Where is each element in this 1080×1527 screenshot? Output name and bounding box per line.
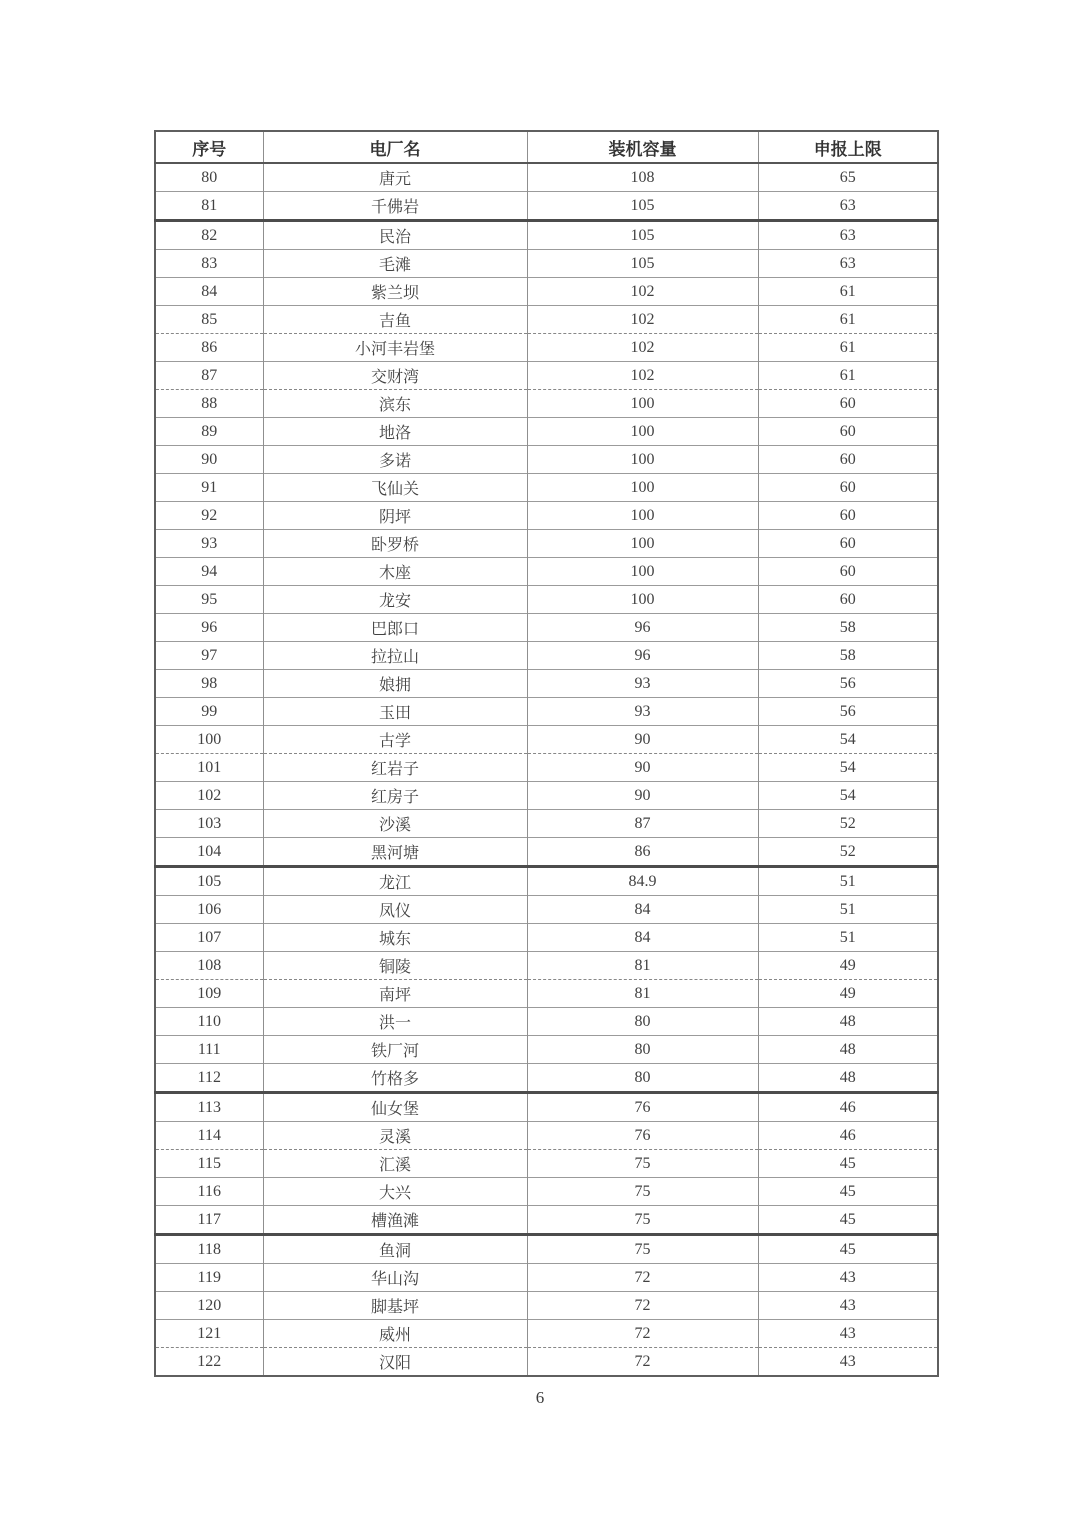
cell-seq: 93: [155, 530, 263, 558]
cell-seq: 116: [155, 1178, 263, 1206]
cell-declaration-limit: 56: [758, 698, 938, 726]
cell-installed-capacity: 90: [527, 782, 758, 810]
cell-declaration-limit: 49: [758, 952, 938, 980]
cell-seq: 112: [155, 1064, 263, 1093]
cell-seq: 96: [155, 614, 263, 642]
cell-installed-capacity: 81: [527, 980, 758, 1008]
cell-declaration-limit: 43: [758, 1320, 938, 1348]
table-row: [155, 418, 938, 446]
cell-installed-capacity: 72: [527, 1264, 758, 1292]
cell-declaration-limit: 43: [758, 1264, 938, 1292]
cell-seq: 103: [155, 810, 263, 838]
cell-declaration-limit: 60: [758, 502, 938, 530]
cell-plant-name: 洪一: [263, 1008, 527, 1036]
cell-installed-capacity: 87: [527, 810, 758, 838]
cell-seq: 114: [155, 1122, 263, 1150]
header-seq: 序号: [155, 131, 263, 163]
table-row: [155, 1178, 938, 1206]
cell-declaration-limit: 60: [758, 530, 938, 558]
cell-plant-name: 拉拉山: [263, 642, 527, 670]
cell-seq: 100: [155, 726, 263, 754]
cell-installed-capacity: 105: [527, 250, 758, 278]
table-row: [155, 192, 938, 221]
power-plant-table: [154, 130, 939, 1377]
cell-declaration-limit: 51: [758, 924, 938, 952]
cell-declaration-limit: 51: [758, 896, 938, 924]
cell-seq: 101: [155, 754, 263, 782]
table-row: [155, 726, 938, 754]
cell-declaration-limit: 61: [758, 278, 938, 306]
cell-plant-name: 滨东: [263, 390, 527, 418]
cell-seq: 85: [155, 306, 263, 334]
cell-installed-capacity: 90: [527, 726, 758, 754]
cell-seq: 106: [155, 896, 263, 924]
table-row: [155, 754, 938, 782]
cell-installed-capacity: 76: [527, 1093, 758, 1122]
cell-declaration-limit: 60: [758, 446, 938, 474]
cell-installed-capacity: 100: [527, 390, 758, 418]
cell-plant-name: 阴坪: [263, 502, 527, 530]
table-row: [155, 1320, 938, 1348]
cell-plant-name: 多诺: [263, 446, 527, 474]
cell-declaration-limit: 58: [758, 614, 938, 642]
cell-installed-capacity: 100: [527, 586, 758, 614]
cell-seq: 107: [155, 924, 263, 952]
cell-declaration-limit: 65: [758, 163, 938, 192]
cell-seq: 99: [155, 698, 263, 726]
cell-plant-name: 仙女堡: [263, 1093, 527, 1122]
cell-declaration-limit: 45: [758, 1178, 938, 1206]
cell-declaration-limit: 46: [758, 1093, 938, 1122]
cell-seq: 95: [155, 586, 263, 614]
table-row: [155, 1292, 938, 1320]
cell-declaration-limit: 60: [758, 586, 938, 614]
cell-plant-name: 槽渔滩: [263, 1206, 527, 1235]
cell-seq: 102: [155, 782, 263, 810]
table-row: [155, 810, 938, 838]
table-row: [155, 1264, 938, 1292]
cell-declaration-limit: 48: [758, 1064, 938, 1093]
cell-plant-name: 卧罗桥: [263, 530, 527, 558]
cell-plant-name: 古学: [263, 726, 527, 754]
cell-declaration-limit: 61: [758, 334, 938, 362]
cell-declaration-limit: 60: [758, 390, 938, 418]
cell-installed-capacity: 80: [527, 1008, 758, 1036]
cell-installed-capacity: 100: [527, 502, 758, 530]
cell-installed-capacity: 102: [527, 334, 758, 362]
cell-seq: 88: [155, 390, 263, 418]
cell-plant-name: 华山沟: [263, 1264, 527, 1292]
cell-declaration-limit: 45: [758, 1150, 938, 1178]
cell-declaration-limit: 60: [758, 474, 938, 502]
cell-seq: 109: [155, 980, 263, 1008]
cell-seq: 110: [155, 1008, 263, 1036]
cell-plant-name: 黑河塘: [263, 838, 527, 867]
cell-seq: 104: [155, 838, 263, 867]
table-row: [155, 1235, 938, 1264]
table-row: [155, 670, 938, 698]
cell-installed-capacity: 84: [527, 924, 758, 952]
cell-declaration-limit: 45: [758, 1206, 938, 1235]
cell-plant-name: 吉鱼: [263, 306, 527, 334]
cell-plant-name: 竹格多: [263, 1064, 527, 1093]
cell-plant-name: 毛滩: [263, 250, 527, 278]
cell-declaration-limit: 56: [758, 670, 938, 698]
cell-plant-name: 小河丰岩堡: [263, 334, 527, 362]
cell-plant-name: 地洛: [263, 418, 527, 446]
cell-seq: 117: [155, 1206, 263, 1235]
table-row: [155, 306, 938, 334]
table-header-row: [155, 131, 938, 163]
table-row: [155, 221, 938, 250]
cell-plant-name: 汉阳: [263, 1348, 527, 1377]
table-row: [155, 250, 938, 278]
table-row: [155, 1064, 938, 1093]
cell-declaration-limit: 46: [758, 1122, 938, 1150]
table-row: [155, 1093, 938, 1122]
cell-declaration-limit: 48: [758, 1036, 938, 1064]
cell-seq: 80: [155, 163, 263, 192]
cell-plant-name: 龙江: [263, 867, 527, 896]
cell-plant-name: 娘拥: [263, 670, 527, 698]
cell-declaration-limit: 54: [758, 782, 938, 810]
table-row: [155, 586, 938, 614]
table-row: [155, 530, 938, 558]
cell-plant-name: 巴郎口: [263, 614, 527, 642]
cell-installed-capacity: 96: [527, 614, 758, 642]
header-plant-name: 电厂名: [263, 131, 527, 163]
table-row: [155, 896, 938, 924]
cell-installed-capacity: 96: [527, 642, 758, 670]
table-row: [155, 1036, 938, 1064]
cell-plant-name: 紫兰坝: [263, 278, 527, 306]
cell-seq: 92: [155, 502, 263, 530]
table-row: [155, 782, 938, 810]
cell-installed-capacity: 80: [527, 1064, 758, 1093]
cell-seq: 84: [155, 278, 263, 306]
cell-installed-capacity: 75: [527, 1178, 758, 1206]
cell-seq: 121: [155, 1320, 263, 1348]
cell-seq: 89: [155, 418, 263, 446]
cell-seq: 119: [155, 1264, 263, 1292]
cell-plant-name: 铁厂河: [263, 1036, 527, 1064]
table-body: [155, 163, 938, 1376]
table-row: [155, 558, 938, 586]
cell-plant-name: 交财湾: [263, 362, 527, 390]
cell-seq: 113: [155, 1093, 263, 1122]
cell-seq: 97: [155, 642, 263, 670]
header-installed-capacity: 装机容量: [527, 131, 758, 163]
cell-seq: 115: [155, 1150, 263, 1178]
cell-declaration-limit: 63: [758, 192, 938, 221]
cell-seq: 86: [155, 334, 263, 362]
cell-plant-name: 凤仪: [263, 896, 527, 924]
cell-installed-capacity: 90: [527, 754, 758, 782]
cell-declaration-limit: 54: [758, 754, 938, 782]
cell-plant-name: 脚基坪: [263, 1292, 527, 1320]
cell-installed-capacity: 100: [527, 558, 758, 586]
cell-plant-name: 民治: [263, 221, 527, 250]
cell-seq: 120: [155, 1292, 263, 1320]
cell-installed-capacity: 93: [527, 698, 758, 726]
cell-plant-name: 汇溪: [263, 1150, 527, 1178]
cell-plant-name: 龙安: [263, 586, 527, 614]
cell-installed-capacity: 75: [527, 1235, 758, 1264]
table-row: [155, 1008, 938, 1036]
cell-installed-capacity: 102: [527, 362, 758, 390]
table-row: [155, 1122, 938, 1150]
table-row: [155, 1348, 938, 1377]
cell-seq: 82: [155, 221, 263, 250]
table-row: [155, 980, 938, 1008]
cell-declaration-limit: 52: [758, 838, 938, 867]
cell-plant-name: 飞仙关: [263, 474, 527, 502]
cell-installed-capacity: 105: [527, 192, 758, 221]
cell-seq: 105: [155, 867, 263, 896]
cell-installed-capacity: 100: [527, 446, 758, 474]
cell-installed-capacity: 100: [527, 530, 758, 558]
cell-seq: 91: [155, 474, 263, 502]
cell-installed-capacity: 72: [527, 1292, 758, 1320]
cell-plant-name: 木座: [263, 558, 527, 586]
cell-declaration-limit: 60: [758, 558, 938, 586]
cell-installed-capacity: 80: [527, 1036, 758, 1064]
cell-installed-capacity: 84: [527, 896, 758, 924]
cell-installed-capacity: 84.9: [527, 867, 758, 896]
cell-declaration-limit: 63: [758, 221, 938, 250]
cell-declaration-limit: 45: [758, 1235, 938, 1264]
table-row: [155, 698, 938, 726]
cell-seq: 83: [155, 250, 263, 278]
cell-plant-name: 玉田: [263, 698, 527, 726]
cell-plant-name: 南坪: [263, 980, 527, 1008]
cell-declaration-limit: 49: [758, 980, 938, 1008]
cell-installed-capacity: 76: [527, 1122, 758, 1150]
cell-installed-capacity: 100: [527, 474, 758, 502]
table-row: [155, 952, 938, 980]
cell-installed-capacity: 86: [527, 838, 758, 867]
cell-installed-capacity: 72: [527, 1320, 758, 1348]
cell-installed-capacity: 102: [527, 278, 758, 306]
cell-plant-name: 红房子: [263, 782, 527, 810]
cell-installed-capacity: 75: [527, 1206, 758, 1235]
table-row: [155, 334, 938, 362]
cell-installed-capacity: 93: [527, 670, 758, 698]
table-row: [155, 614, 938, 642]
table-row: [155, 1206, 938, 1235]
cell-plant-name: 灵溪: [263, 1122, 527, 1150]
table-row: [155, 642, 938, 670]
cell-plant-name: 唐元: [263, 163, 527, 192]
cell-declaration-limit: 52: [758, 810, 938, 838]
cell-plant-name: 铜陵: [263, 952, 527, 980]
cell-plant-name: 红岩子: [263, 754, 527, 782]
cell-seq: 81: [155, 192, 263, 221]
cell-seq: 90: [155, 446, 263, 474]
cell-seq: 108: [155, 952, 263, 980]
table-row: [155, 446, 938, 474]
cell-declaration-limit: 51: [758, 867, 938, 896]
cell-installed-capacity: 102: [527, 306, 758, 334]
cell-plant-name: 千佛岩: [263, 192, 527, 221]
page-number: 6: [535, 1388, 545, 1407]
table-row: [155, 278, 938, 306]
cell-declaration-limit: 61: [758, 306, 938, 334]
cell-plant-name: 大兴: [263, 1178, 527, 1206]
cell-plant-name: 城东: [263, 924, 527, 952]
cell-declaration-limit: 54: [758, 726, 938, 754]
cell-installed-capacity: 100: [527, 418, 758, 446]
cell-declaration-limit: 61: [758, 362, 938, 390]
cell-declaration-limit: 58: [758, 642, 938, 670]
cell-declaration-limit: 43: [758, 1348, 938, 1377]
cell-installed-capacity: 72: [527, 1348, 758, 1377]
table-row: [155, 838, 938, 867]
cell-plant-name: 威州: [263, 1320, 527, 1348]
cell-seq: 118: [155, 1235, 263, 1264]
cell-declaration-limit: 48: [758, 1008, 938, 1036]
cell-declaration-limit: 63: [758, 250, 938, 278]
cell-seq: 122: [155, 1348, 263, 1377]
header-declaration-limit: 申报上限: [758, 131, 938, 163]
cell-seq: 111: [155, 1036, 263, 1064]
cell-declaration-limit: 43: [758, 1292, 938, 1320]
table-row: [155, 502, 938, 530]
table-row: [155, 924, 938, 952]
table-row: [155, 474, 938, 502]
cell-plant-name: 沙溪: [263, 810, 527, 838]
cell-installed-capacity: 105: [527, 221, 758, 250]
cell-declaration-limit: 60: [758, 418, 938, 446]
table-row: [155, 163, 938, 192]
cell-seq: 98: [155, 670, 263, 698]
table-row: [155, 1150, 938, 1178]
cell-seq: 94: [155, 558, 263, 586]
cell-installed-capacity: 108: [527, 163, 758, 192]
table-row: [155, 867, 938, 896]
table-row: [155, 390, 938, 418]
cell-installed-capacity: 75: [527, 1150, 758, 1178]
cell-seq: 87: [155, 362, 263, 390]
cell-installed-capacity: 81: [527, 952, 758, 980]
cell-plant-name: 鱼洞: [263, 1235, 527, 1264]
table-row: [155, 362, 938, 390]
